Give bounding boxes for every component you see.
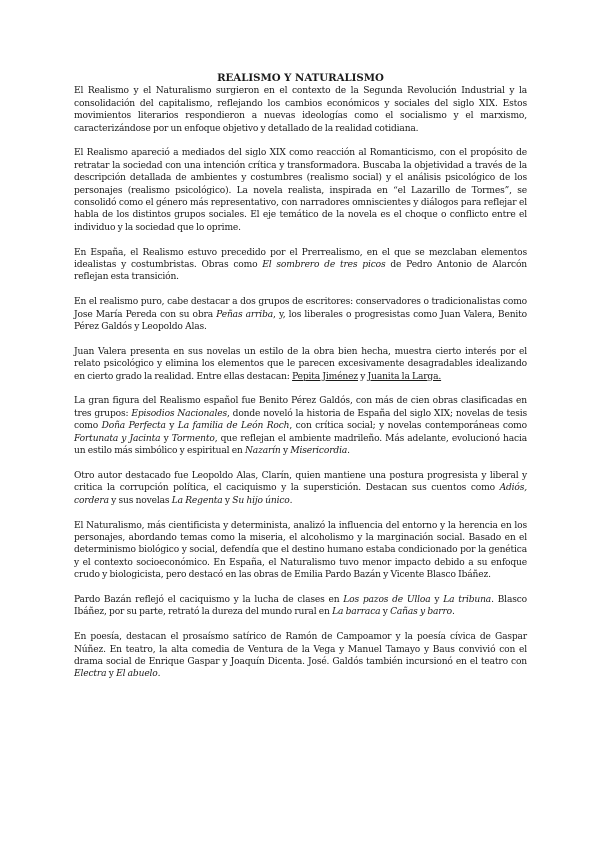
work-title: La barraca — [332, 607, 381, 618]
work-title: Peñas arriba — [216, 309, 274, 320]
work-title: Electra — [74, 669, 107, 680]
paragraph-galdos: La gran figura del Realismo español fue Benito Pérez Galdós, con más de cien obras clasificadas en tres grupos: Episodios Nacionales, donde novelό la historia de España del siglo XIX; novelas de tesis como Doña Perfecta y La familia de León Roch, con crítica social; y novelas contemporáneas como Fortunata y Jacinta y Tormento, que reflejan el ambiente madrileño. Más adelante, evolucionó hacia un estilo más simbólico y espiritual en Nazarín y Misericordia. — [74, 396, 528, 457]
paragraph-pardo-bazan: Pardo Bazán reflejó el caciquismo y la lucha de clases en Los pazos de Ulloa y La tribuna. Blasco Ibáñez, por su parte, retrató la dureza del mundo rural en La barraca y Cañas y barro. — [74, 594, 528, 618]
work-title: Episodios Nacionales — [131, 408, 227, 419]
paragraph-poesia-teatro: En poesía, destacan el prosaísmo satírico de Ramón de Campoamor y la poesía cívica de Gaspar Núñez. En teatro, la alta comedia de Ventura de la Vega y Manuel Tamayo y Baus convivió con el drama social de Enrique Gaspar y Joaquín Dicenta. José. Galdós también incursionó en el teatro con Electra y El abuelo. — [74, 632, 527, 680]
paragraph-valera: Juan Valera presenta en sus novelas un estilo de la obra bien hecha, muestra cierto interés por el relato psicológico y elimina los elementos que le parecen excesivamente desagradables idealizando en cierto grado la realidad. Entre ellas destacan: Pepita Jiménez y Juanita la Larga. — [74, 346, 527, 382]
work-title: Adiós, cordera — [74, 483, 527, 506]
work-title: Nazarín — [244, 446, 281, 457]
paragraph-realismo-puro: En el realismo puro, cabe destacar a dos grupos de escritores: conservadores o tradicionalistas como Jose María Pereda con su obra Peñas arriba, y, los liberales o progresistas como Juan Valera, Benito Pérez Galdós y Leopoldo Alas. — [74, 297, 527, 333]
work-title: Cañas y barro — [390, 607, 452, 618]
work-title: Misericordia — [290, 446, 348, 457]
paragraph-intro: El Realismo y el Naturalismo surgieron en el contexto de la Segunda Revolución Industrial y la consolidación del capitalismo, reflejando los cambios económicos y sociales del siglo XIX. Estos movimientos literarios respondieron a nuevas ideologías como el socialismo y el marxismo, caracterizándose por un enfoque objetivo y detallado de la realidad cotidiana. — [74, 86, 527, 134]
work-title: La Regenta — [171, 495, 223, 506]
document-body — [74, 72, 527, 693]
work-title: Doña Perfecta — [101, 421, 166, 432]
paragraph-clarin: Otro autor destacado fue Leopoldo Alas, Clarín, quien mantiene una postura progresista y liberal y critica la corrupción política, el caciquismo y la superstición. Destacan sus cuentos como Adiós, cordera y sus novelas La Regenta y Su hijo único. — [74, 470, 527, 506]
work-title: Su hijo único — [232, 495, 290, 506]
work-title: Pepita Jiménez — [292, 371, 358, 382]
work-title: Juanita la Larga. — [367, 371, 442, 382]
document-title: REALISMO Y NATURALISMO — [217, 72, 384, 84]
work-title: Tormento — [171, 433, 215, 444]
work-title: La tribuna — [443, 594, 492, 605]
work-title: Los pazos de Ulloa — [343, 594, 431, 605]
paragraph-naturalismo: El Naturalismo, más cientificista y determinista, analizó la influencia del entorno y la herencia en los personajes, abordando temas como la miseria, el alcoholismo y la marginación social. Basado en el determinismo biológico y social, defendía que el destino humano estaba condicionado por la genética y el contexto socioeconómico. En España, el Naturalismo tuvo menor impacto debido a su enfoque crudo y biologicista, pero destacó en las obras de Emilia Pardo Bazán y Vicente Blasco Ibáñez. — [74, 520, 527, 581]
work-title: El sombrero de tres picos — [262, 260, 386, 271]
paragraph-realismo: El Realismo apareció a mediados del siglo XIX como reacción al Romanticismo, con el propósito de retratar la sociedad con una intención crítica y transformadora. Buscaba la objetividad a través de la descripción detallada de ambientes y costumbres (realismo social) y el análisis psicológico de los personajes (realismo psicológico). La novela realista, inspirada en “el Lazarillo de Tormes”, se consolidó como el género más representativo, con narradores omniscientes y diálogos para reflejar el habla de los distintos grupos sociales. El eje temático de la novela es el choque o conflicto entre el individuo y la sociedad que lo oprime. — [74, 148, 527, 233]
work-title: La familia de León Roch — [177, 421, 290, 432]
work-title: El abuelo — [116, 669, 158, 680]
paragraph-prerrealismo: En España, el Realismo estuvo precedido por el Prerrealismo, en el que se mezclaban elementos idealistas y costumbristas. Obras como El sombrero de tres picos de Pedro Antonio de Alarcón reflejan esta transición. — [74, 247, 527, 283]
work-title: Fortunata y Jacinta — [74, 433, 161, 444]
